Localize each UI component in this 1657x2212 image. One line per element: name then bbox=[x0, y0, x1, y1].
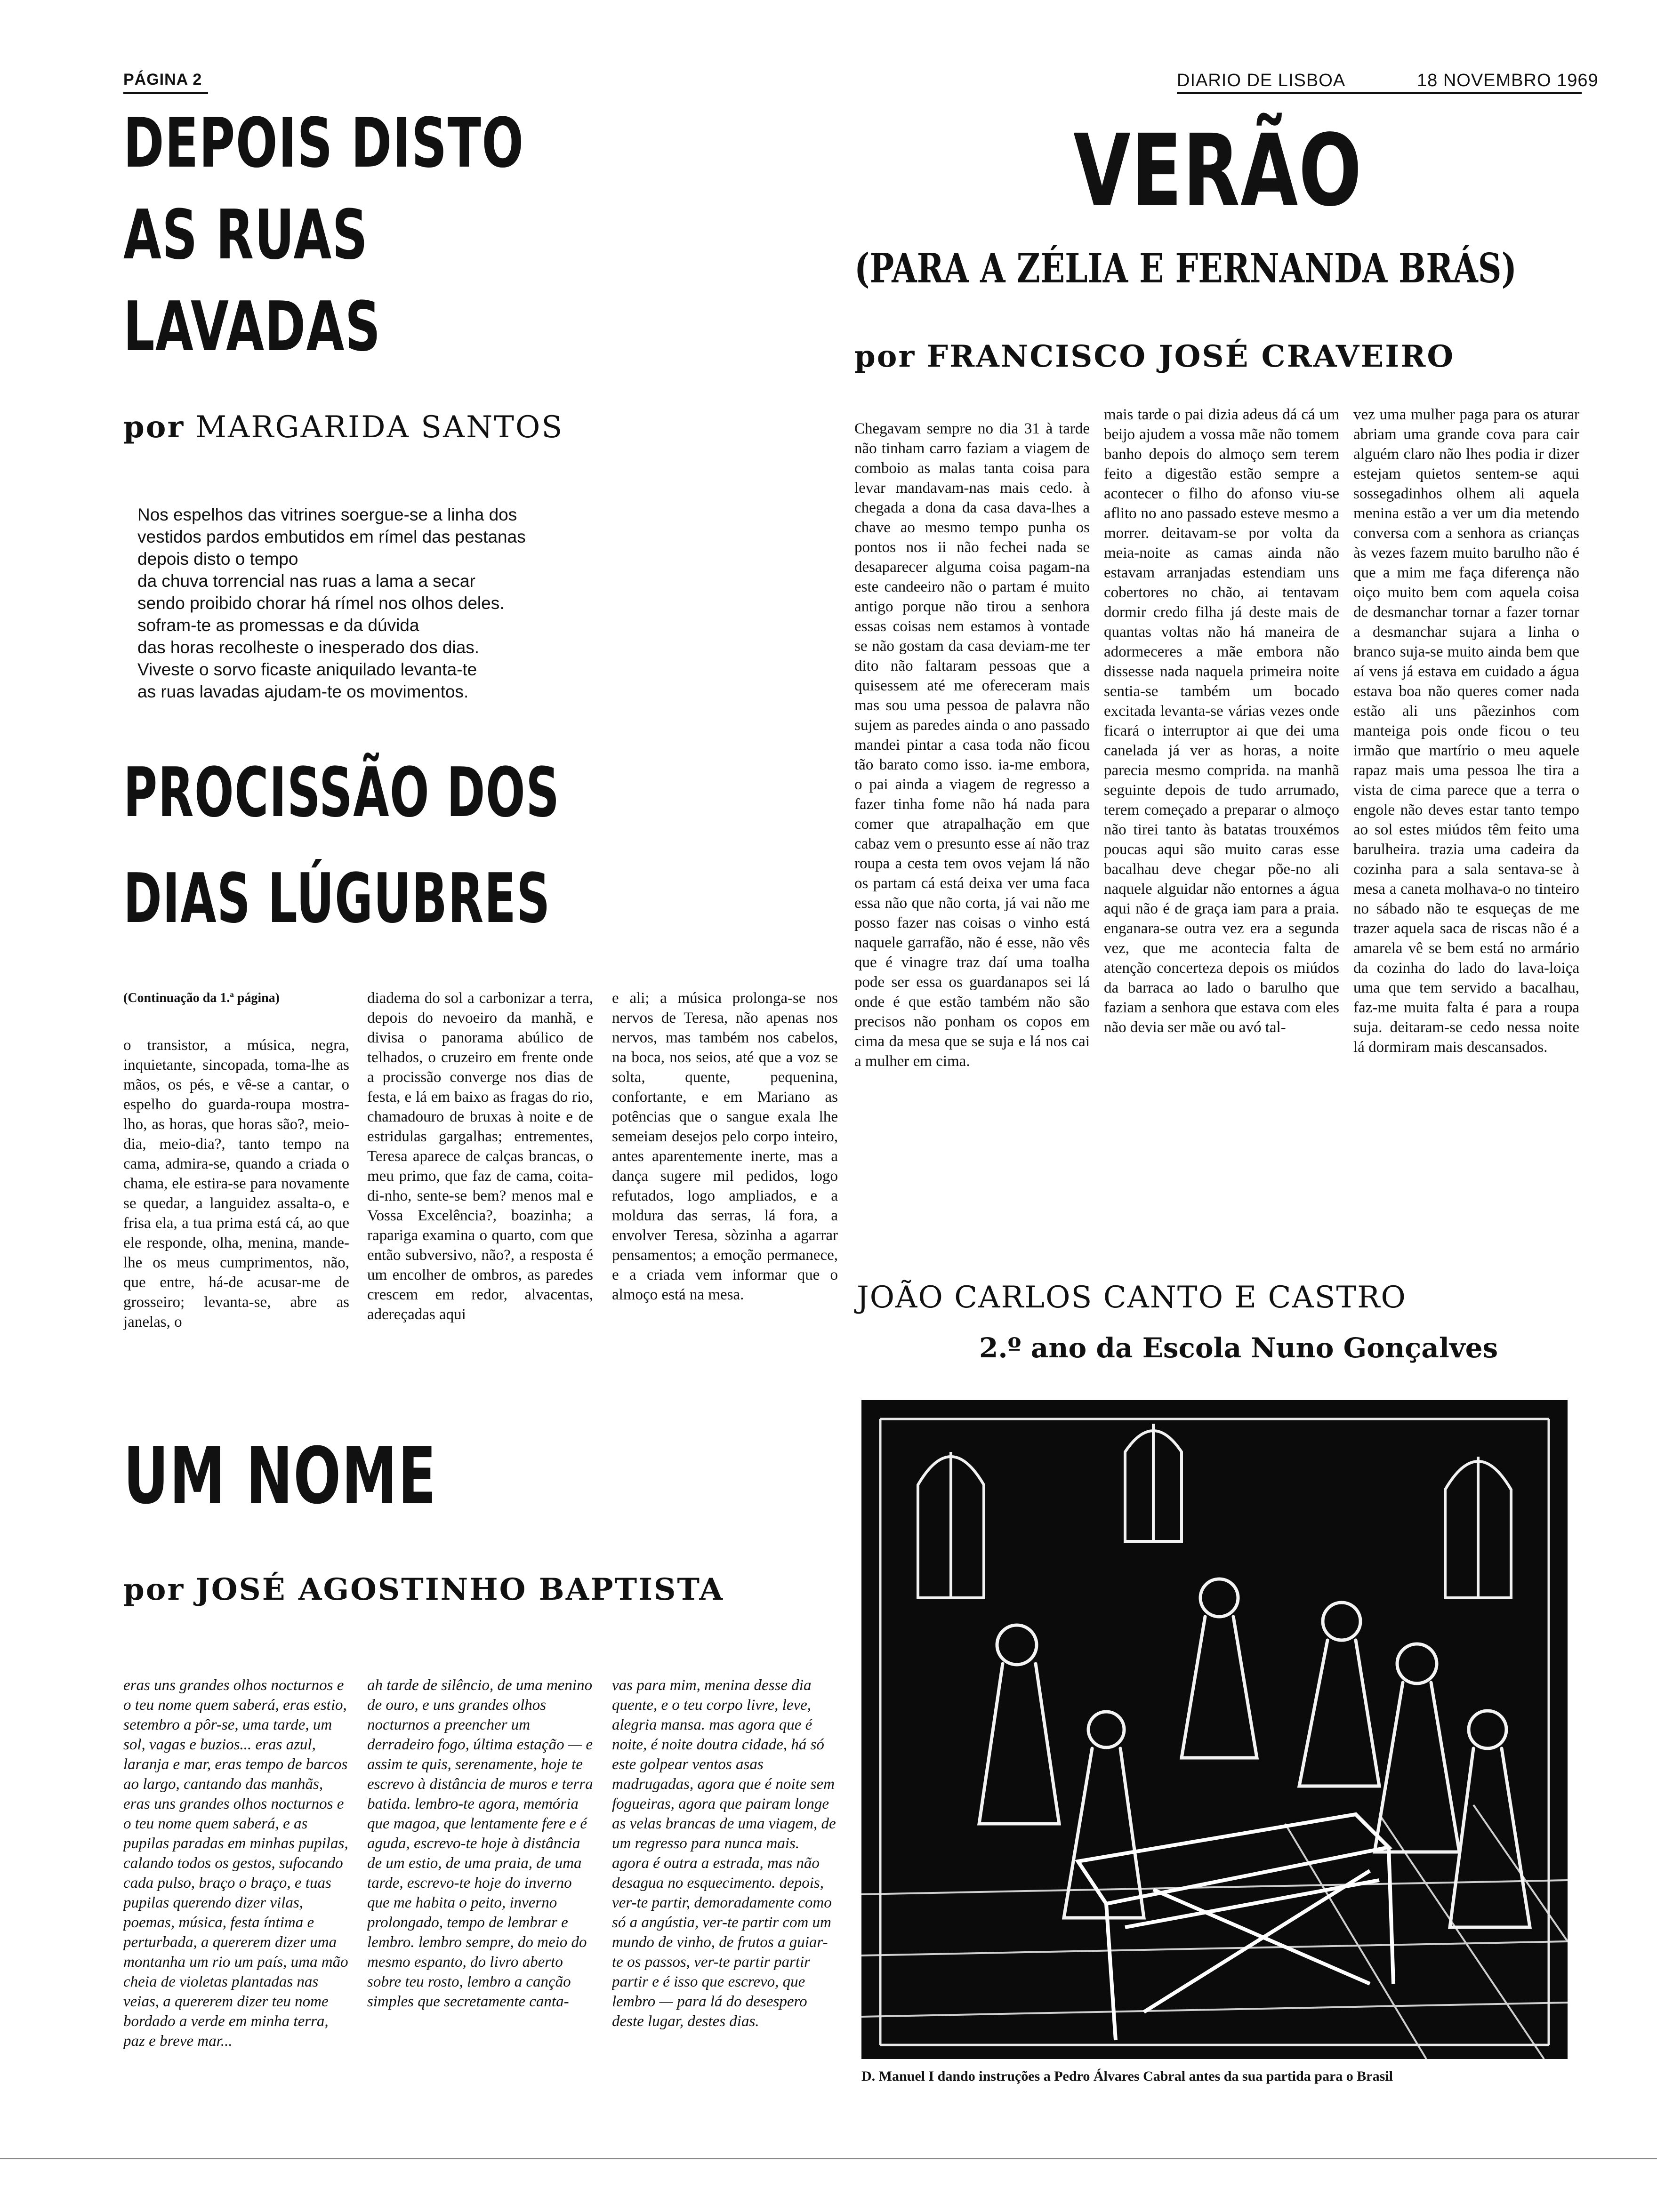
nome-column-3: vas para mim, menina desse dia quente, e o teu corpo livre, leve, alegria mansa. mas agora que é noite, é noite doutra cidade, há só este golpear ventos asas madrugadas, agora que é noite sem fogueiras, agora que pairam longe as velas brancas de uma viagem, de um regresso para nunca mais. agora é outra a estrada, mas não desagua no esquecimento. depois, ver-te partir, demoradamente como só a angústia, ver-te partir com um mundo de vinho, de frutos a guiar-te os passos, ver-te partir partir partir e é isso que escrevo, que lembro — para lá do desespero deste lugar, destes dias. bbox=[612, 1677, 836, 2030]
header-rule-right bbox=[1177, 92, 1582, 94]
article-title-line: LAVADAS bbox=[123, 287, 381, 367]
illustration bbox=[861, 1400, 1568, 2059]
article-title-line: DIAS LÚGUBRES bbox=[123, 859, 551, 938]
procissao-continuation: (Continuação da 1.ª página) bbox=[123, 991, 280, 1005]
bottom-rule bbox=[0, 2158, 1657, 2159]
verao-subtitle: (PARA A ZÉLIA E FERNANDA BRÁS) bbox=[854, 245, 1517, 292]
author-name: MARGARIDA SANTOS bbox=[195, 410, 564, 445]
verao-title: VERÃO bbox=[1073, 113, 1363, 228]
article-poem bbox=[137, 504, 679, 703]
article-title-line: AS RUAS bbox=[123, 195, 369, 275]
poem-line: da chuva torrencial nas ruas a lama a secar bbox=[137, 571, 475, 591]
poem-line: vestidos pardos embutidos em rímel das pestanas bbox=[137, 527, 526, 546]
page-label: PÁGINA 2 bbox=[123, 71, 202, 88]
poem-line: sendo proibido chorar há rímel nos olhos deles. bbox=[137, 593, 505, 613]
article-byline bbox=[123, 1572, 724, 1607]
article-title-line: PROCISSÃO DOS bbox=[123, 753, 560, 833]
author-name: JOSÉ AGOSTINHO BAPTISTA bbox=[195, 1572, 724, 1607]
byline-por: por bbox=[123, 1572, 185, 1607]
illustration-drawing bbox=[861, 1400, 1568, 2059]
procissao-column-3: e ali; a música prolonga-se nos nervos de Teresa, não apenas nos nervos, mas também nos cabelos, na boca, nos seios, até que a voz se solta, quente, pequenina, confortante, e em Mariano as potências que o sangue exala lhe semeiam desejos pelo corpo inteiro, antes aparentemente inerte, mas a dança sugere mil pedidos, logo refutados, logo ampliados, e a moldura das serras, lá fora, a envolver Teresa, sòzinha a agarrar pensamentos; a emoção permanece, e a criada vem informar que o almoço está na mesa. bbox=[612, 990, 838, 1303]
verao-column-1: Chegavam sempre no dia 31 à tarde não tinham carro faziam a viagem de comboio as malas tanta coisa para levar mandavam-nas mais cedo. à chegada a dona da casa dava-lhes a chave ao mesmo tempo punha os pontos nos ii não fechei nada se desaparecer alguma coisa pagam-na este candeeiro não o partam é muito antigo porque não tirou a senhora essas coisas nem estamos à vontade se não gostam da casa deviam-me ter dito não faltaram pessoas que a quisessem até me ofereceram mais mas sou uma pessoa de palavra não sujem as paredes ainda o ano passado mandei pintar a casa toda não ficou tão barato como isso. ia-me embora, o pai ainda a viagem de regresso a fazer tinha fome não há nada para comer que atrapalhação em que cabaz vem o presunto esse aí não traz roupa a cesta tem ovos vejam lá não os partam cá está deixa ver uma faca essa não que não corta, já vai não me posso fazer nas coisas o vinho está naquele garrafão, não é esse, não vês que é vinagre traz daí uma toalha pode ser essa os guardanapos sei lá onde é que estão também não são precisos não ponham os copos em cima da mesa que se suja e lá nos cai a mulher em cima. bbox=[854, 420, 1090, 1070]
poem-line: depois disto o tempo bbox=[137, 549, 298, 569]
byline-por: por bbox=[123, 409, 185, 445]
article-byline bbox=[123, 409, 563, 445]
poem-line: Viveste o sorvo ficaste aniquilado levanta-te bbox=[137, 660, 477, 679]
header-rule-left bbox=[123, 92, 208, 94]
artist-name: JOÃO CARLOS CANTO E CASTRO bbox=[857, 1280, 1407, 1315]
verao-column-2: mais tarde o pai dizia adeus dá cá um beijo ajudem a vossa mãe não tomem banho depois do almoço sem terem feito a digestão estão sempre a acontecer o filho do afonso viu-se aflito no ano passado esteve mesmo a morrer. deitavam-se por volta da meia-noite as camas ainda não estavam arranjadas estendiam uns cobertores no chão, ai tentavam dormir credo filha já deste mais de quantas voltas não há maneira de adormeceres a mãe embora não dissesse nada naquela primeira noite sentia-se também um bocado excitada levanta-se várias vezes onde ficará o interruptor ai que dei uma canelada já ver as horas, a noite parecia mesmo comprida. na manhã seguinte depois de tudo arrumado, terem começado a preparar o almoço não tirei tanto às batatas trouxémos poucas aqui são muito caras esse bacalhau deve chegar põe-no ali naquele alguidar não entornes a água aqui não é de graça iam para a praia. enganara-se outra vez era a segunda vez, que me acontecia falta de atenção concerteza depois os miúdos da barraca ao lado o barulho que faziam a senhora que estava com eles não devia ser mãe ou avó tal- bbox=[1104, 406, 1339, 1036]
nome-column-1: eras uns grandes olhos nocturnos e o teu nome quem saberá, eras estio, setembro a pôr-se, uma tarde, um sol, vagas e buzios... eras azul, laranja e mar, eras tempo de barcos ao largo, cantando das manhãs, eras uns grandes olhos nocturnos e o teu nome quem saberá, e as pupilas paradas em minhas pupilas, calando todos os gestos, sufocando cada pulso, braço o braço, e tuas pupilas querendo dizer vilas, poemas, música, festa íntima e perturbada, a quererem dizer uma montanha um rio um país, uma mão cheia de violetas plantadas nas veias, a quererem dizer teu nome bordado a verde em minha terra, paz e breve mar... bbox=[123, 1677, 348, 2050]
poem-line: Nos espelhos das vitrines soergue-se a linha dos bbox=[137, 505, 517, 524]
artist-school: 2.º ano da Escola Nuno Gonçalves bbox=[979, 1332, 1498, 1364]
issue-date: 18 NOVEMBRO 1969 bbox=[1417, 71, 1599, 90]
poem-line: sofram-te as promessas e da dúvida bbox=[137, 616, 419, 635]
illustration-caption: D. Manuel I dando instruções a Pedro Álvares Cabral antes da sua partida para o Brasil bbox=[861, 2068, 1393, 2084]
verao-column-3: vez uma mulher paga para os aturar abriam uma grande cova para cair alguém claro não lhes podia ir dizer estejam quietos sentem-se aqui sossegadinhos olhem ali aquela menina estão a ver um dia metendo conversa com a senhora as crianças às vezes fazem muito barulho não é que a mim me faça diferença não oiço muito bem com aquela coisa de desmanchar tornar a fazer tornar a desmanchar sujara a linha o branco suja-se muito ainda bem que aí vens já estava em cuidado a água estava boa não queres comer nada estão ali uns pãezinhos com manteiga pois onde ficou o teu irmão que martírio o meu aquele rapaz mais uma pessoa lhe tira a vista de cima parece que a terra o engole não deves estar tanto tempo ao sol estes miúdos têm feito uma barulheira. trazia uma cadeira da cozinha para a sala sentava-se à mesa a caneta molhava-o no tinteiro no sábado não te esqueças de me trazer aquela saca de riscas não é a amarela vê se bem está no armário da cozinha do lado do lava-loiça uma que tem servido a bacalhau, faz-me muita falta é para a roupa suja. deitaram-se cedo nessa noite lá dormiram mais descansados. bbox=[1353, 406, 1579, 1056]
procissao-column-1: o transistor, a música, negra, inquietante, sincopada, toma-lhe as mãos, os pés, e vê-se a cantar, o espelho do guarda-roupa mostra-lho, as horas, que horas são?, meio-dia, meio-dia?, tanto tempo na cama, admira-se, quando a criada o chama, ele estira-se para novamente se quedar, a languidez assalta-o, e frisa ela, a tua prima está cá, ao que ele responde, olha, menina, mande-lhe os meus cumprimentos, não, que entre, há-de acusar-me de grosseiro; levanta-se, abre as janelas, o bbox=[123, 1037, 349, 1330]
byline-por: por bbox=[854, 339, 916, 374]
procissao-column-2: diadema do sol a carbonizar a terra, depois do nevoeiro da manhã, e divisa o panorama abúlico de telhados, o cruzeiro em frente onde a procissão converge nos dias de festa, e lá em baixo as fragas do rio, chamadouro de bruxas à noite e de estridulas gargalhas; entrementes, Teresa aparece de calças brancas, o meu primo, que faz de cama, coita-di-nho, sente-se bem? menos mal e Vossa Excelência?, boazinha; a rapariga examina o quarto, com que então subversivo, não?, a resposta é um encolher de ombros, as paredes crescem em redor, alvacentas, adereçadas aqui bbox=[367, 990, 593, 1323]
nome-column-2: ah tarde de silêncio, de uma menino de ouro, e uns grandes olhos nocturnos a preencher um derradeiro fogo, última estação — e assim te quis, serenamente, hoje te escrevo à distância de muros e terra batida. lembro-te agora, memória que magoa, que lentamente fere e é aguda, escrevo-te hoje à distância de um estio, de uma praia, de uma tarde, escrevo-te hoje do inverno que me habita o peito, inverno prolongado, tempo de lembrar e lembro. lembro sempre, do meio do mesmo espanto, do livro aberto sobre teu rosto, lembro a canção simples que secretamente canta- bbox=[367, 1677, 593, 2010]
article-title-line: DEPOIS DISTO bbox=[123, 104, 524, 183]
article-title: UM NOME bbox=[123, 1431, 437, 1521]
author-name: FRANCISCO JOSÉ CRAVEIRO bbox=[926, 339, 1455, 374]
poem-line: das horas recolheste o inesperado dos dias. bbox=[137, 638, 480, 657]
verao-byline bbox=[854, 339, 1455, 374]
poem-line: as ruas lavadas ajudam-te os movimentos. bbox=[137, 682, 469, 701]
newspaper-name: DIARIO DE LISBOA bbox=[1177, 71, 1346, 90]
